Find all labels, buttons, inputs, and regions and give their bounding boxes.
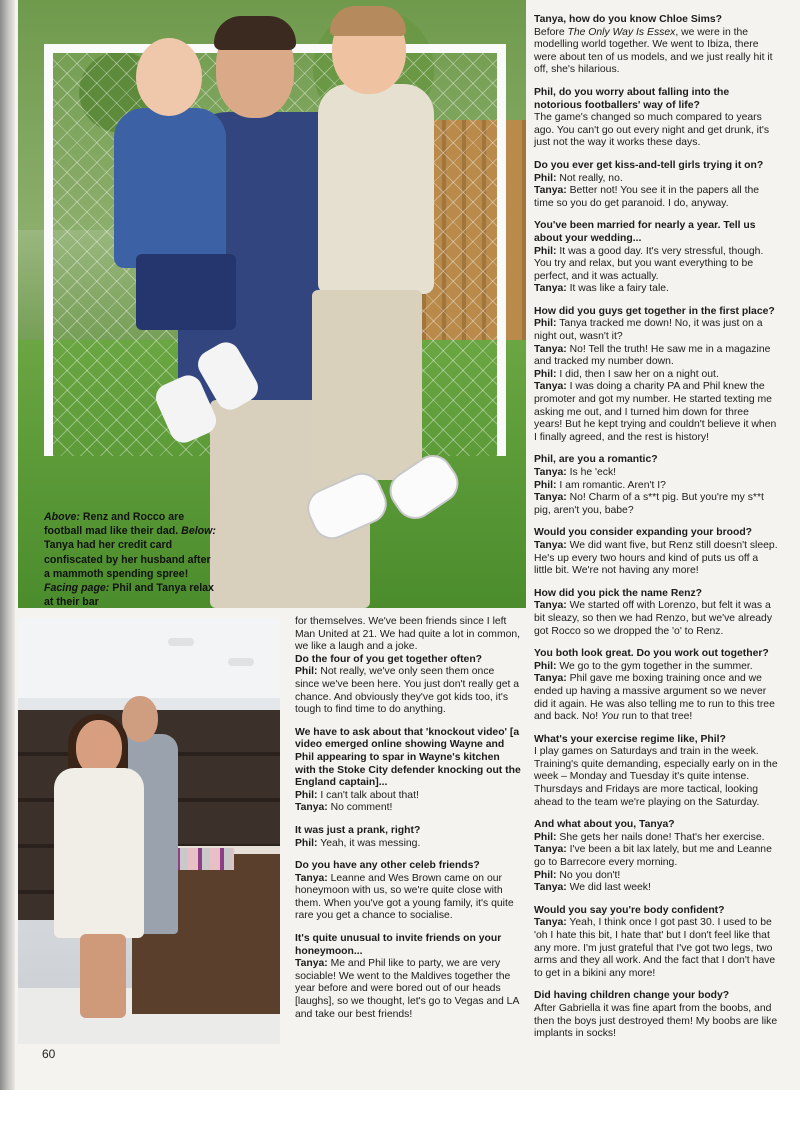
speaker-label: Tanya: [534,539,567,551]
question: Do you ever get kiss-and-tell girls trying it on? [534,159,764,171]
question: What's your exercise regime like, Phil? [534,733,726,745]
speaker-label: Phil: [534,479,557,491]
answer [534,318,778,343]
answer-text: She gets her nails done! That's her exercise. [556,831,765,843]
caption-facing-label: Facing page: [44,582,110,595]
speaker-label: Tanya: [534,185,567,197]
answer-text: I did, then I saw her on a night out. [556,368,719,380]
answer [295,666,521,716]
answer [534,173,778,186]
question: Would you say you're body confident? [534,904,725,916]
answer-text: It was like a fairy tale. [566,283,669,295]
qa-block [295,654,521,717]
speaker-label: Tanya: [295,802,328,814]
qa-block [534,527,778,577]
question: You've been married for nearly a year. Tell us about your wedding... [534,220,756,244]
answer [295,838,521,851]
speaker-label: Tanya: [534,600,567,612]
answer-text: Better not! You see it in the papers all the time so you do get paranoid. I do, anyway. [534,185,760,209]
qa-block [534,819,778,895]
answer [534,661,778,674]
page-margin [0,1090,800,1147]
answer [295,790,521,803]
page-spine [0,0,15,1090]
speaker-label: Tanya: [295,958,328,970]
answer [534,832,778,845]
question: It's quite unusual to invite friends on your honeymoon... [295,933,502,957]
answer [534,381,778,444]
question: And what about you, Tanya? [534,819,675,831]
qa-block [534,87,778,150]
answer [534,844,778,869]
speaker-label: Phil: [534,368,557,380]
caption-below-text: Tanya had her credit card confiscated by her husband after a mammoth spending spree! [44,539,211,580]
answer-text: It was a good day. It's very stressful, though. You try and relax, but you want everything to be perfect, and it was actually. [534,245,764,282]
answer [534,882,778,895]
answer [534,600,778,638]
answer-text: No comment! [327,802,393,814]
question: Phil, are you a romantic? [534,454,658,466]
answer-text: I am romantic. Aren't I? [556,479,666,491]
question: How did you pick the name Renz? [534,587,703,599]
speaker-label: Phil: [295,837,318,849]
answer: I play games on Saturdays and train in the week. Training's quite demanding, especially early on in the week – Monday and Tuesday it's quite intense. Thursdays and Fridays are more tactical, looking ahead to the team we're playing on the Saturday. [534,746,778,808]
speaker-label: Phil: [534,245,557,257]
speaker-label: Tanya: [534,673,567,685]
answer [534,369,778,382]
speaker-label: Tanya: [534,467,567,478]
answer [534,673,778,723]
question: Would you consider expanding your brood? [534,527,753,539]
answer-text: We did want five, but Renz still doesn't sleep. He's up every two hours and kind of puts us off a little bit. We're not having any more! [534,539,778,577]
question: Phil, do you worry about falling into the notorious footballers' way of life? [534,86,730,111]
qa-block [534,990,778,1040]
answer [534,344,778,369]
answer-text: Me and Phil like to party, we are very sociable! We went to the Maldives together the year before and were bored out of our heads [laughs], so we thought, let's go to Vegas and LA and take our best friends! [295,958,519,1020]
right-text-column [534,14,778,1051]
question: It was just a prank, right? [295,824,421,836]
speaker-label: Phil: [534,318,557,330]
answer-text: Tanya tracked me down! No, it was just on a night out, wasn't it? [534,318,763,343]
right-qa-list [534,14,778,1041]
answer [295,802,521,815]
middle-text-column [295,616,521,1031]
qa-block [534,14,778,77]
answer [534,246,778,284]
answer-text: No you don't! [556,869,621,881]
speaker-label: Tanya: [295,872,328,884]
speaker-label: Phil: [534,869,557,881]
answer [534,27,778,77]
question: Do you have any other celeb friends? [295,860,480,872]
qa-block [534,220,778,296]
speaker-label: Phil: [295,666,318,678]
answer-text: Before [534,26,568,38]
qa-block [534,306,778,445]
qa-block [534,648,778,724]
answer [534,283,778,296]
answer-text: , we were in the modelling world together. We went to Ibiza, there were about ten of us models, and we just really hit it off, she's hilarious. [534,26,773,76]
answer: After Gabriella it was fine apart from the boobs, and then the boys just destroyed them! My boobs are like implants in socks! [534,1002,778,1040]
answer-text: No! Charm of a s**t pig. But you're my s**t pig, aren't you, babe? [534,492,764,516]
qa-block [534,454,778,517]
answer-text: Leanne and Wes Brown came on our honeymoon with us, so we're quite close with them. When you've got a young family, it's quite rare you get a chance to socialise. [295,872,514,922]
speaker-label: Tanya: [534,492,567,504]
speaker-label: Tanya: [534,882,567,894]
answer: The game's changed so much compared to years ago. You can't go out every night and get drunk, it's just not the way it works these days. [534,112,770,149]
answer [295,873,521,923]
answer-text: No! Tell the truth! He saw me in a magazine and tracked my number down. [534,343,771,368]
qa-block [534,160,778,210]
qa-block [534,905,778,981]
speaker-label: Phil: [534,831,557,843]
answer [534,480,778,493]
answer-emphasis: The Only Way Is Essex [567,26,676,38]
qa-block [295,825,521,850]
qa-block [534,734,778,810]
answer-text: I was doing a charity PA and Phil knew the promoter and got my number. He started texting me asking me out, and I turned him down for three years! But he kept trying and couldn't believe it when I finally agreed, and the rest is history! [534,381,777,443]
speaker-label: Tanya: [534,381,567,393]
question: We have to ask about that 'knockout video' [a video emerged online showing Wayne and Phil appearing to spar in Wayne's kitchen with the Stoke City defender knocking out the England captain]... [295,726,521,789]
answer-text: We started off with Lorenzo, but felt it was a bit sleazy, so then we had Renzo, but we've already got Rocco so we dropped the 'o' to Renz. [534,600,773,637]
speaker-label: Tanya: [534,917,567,929]
caption-above-label: Above: [44,511,80,523]
answer-text: Yeah, I think once I got past 30. I used to be 'oh I hate this bit, I hate that' but I don't feel like that any more. I'm just grateful that I've got two legs, two arms and they all work. And the fact that I don't have to get in a bikini any more! [534,917,776,979]
answer-text: Phil gave me boxing training once and we ended up having a massive argument so we never did it again. He was also telling me to run to this tree and back. No! [534,673,775,723]
answer-text: Not really, we've only seen them once since we've been here. You just don't really get a chance. And obviously they've got kids too, it's tough to find time to do anything. [295,666,520,716]
answer-emphasis: You [601,711,619,723]
answer [534,540,778,578]
answer [534,917,778,980]
answer [534,185,778,210]
speaker-label: Tanya: [534,844,567,856]
speaker-label: Tanya: [534,283,567,295]
answer-text: run to that tree! [618,711,693,723]
speaker-label: Tanya: [534,343,567,355]
answer [295,958,521,1021]
question: Do the four of you get together often? [295,653,483,665]
caption-above-text: Renz and Rocco are football mad like their dad. [44,511,185,538]
photo-caption [44,510,219,609]
answer-text: We did last week! [566,882,651,894]
caption-facing-text: Phil and Tanya relax at their bar [44,582,214,609]
qa-block [534,588,778,638]
intro-paragraph: for themselves. We've been friends since I left Man United at 21. We had quite a lot in common, we like a laugh and a joke. [295,616,521,653]
speaker-label: Phil: [534,172,557,184]
answer [534,492,778,517]
qa-block [295,727,521,815]
answer-text: Not really, no. [556,172,623,184]
question: How did you guys get together in the first place? [534,305,775,317]
qa-block [295,860,521,923]
answer-text: Is he 'eck! [566,467,617,478]
answer-text: We go to the gym together in the summer. [556,660,753,672]
question: You both look great. Do you work out together? [534,648,769,660]
answer [534,467,778,480]
answer-text: I've been a bit lax lately, but me and Leanne go to Barrecore every morning. [534,844,772,869]
page-number: 60 [42,1047,56,1061]
answer-text: I can't talk about that! [317,789,419,801]
couple-bar-photo [18,618,280,1044]
speaker-label: Phil: [534,660,557,672]
speaker-label: Phil: [295,789,318,801]
question: Did having children change your body? [534,990,730,1002]
middle-qa-list [295,654,521,1021]
question: Tanya, how do you know Chloe Sims? [534,14,723,25]
answer-text: Yeah, it was messing. [317,837,421,849]
caption-below-label: Below: [181,525,216,538]
answer [534,870,778,883]
qa-block [295,933,521,1021]
